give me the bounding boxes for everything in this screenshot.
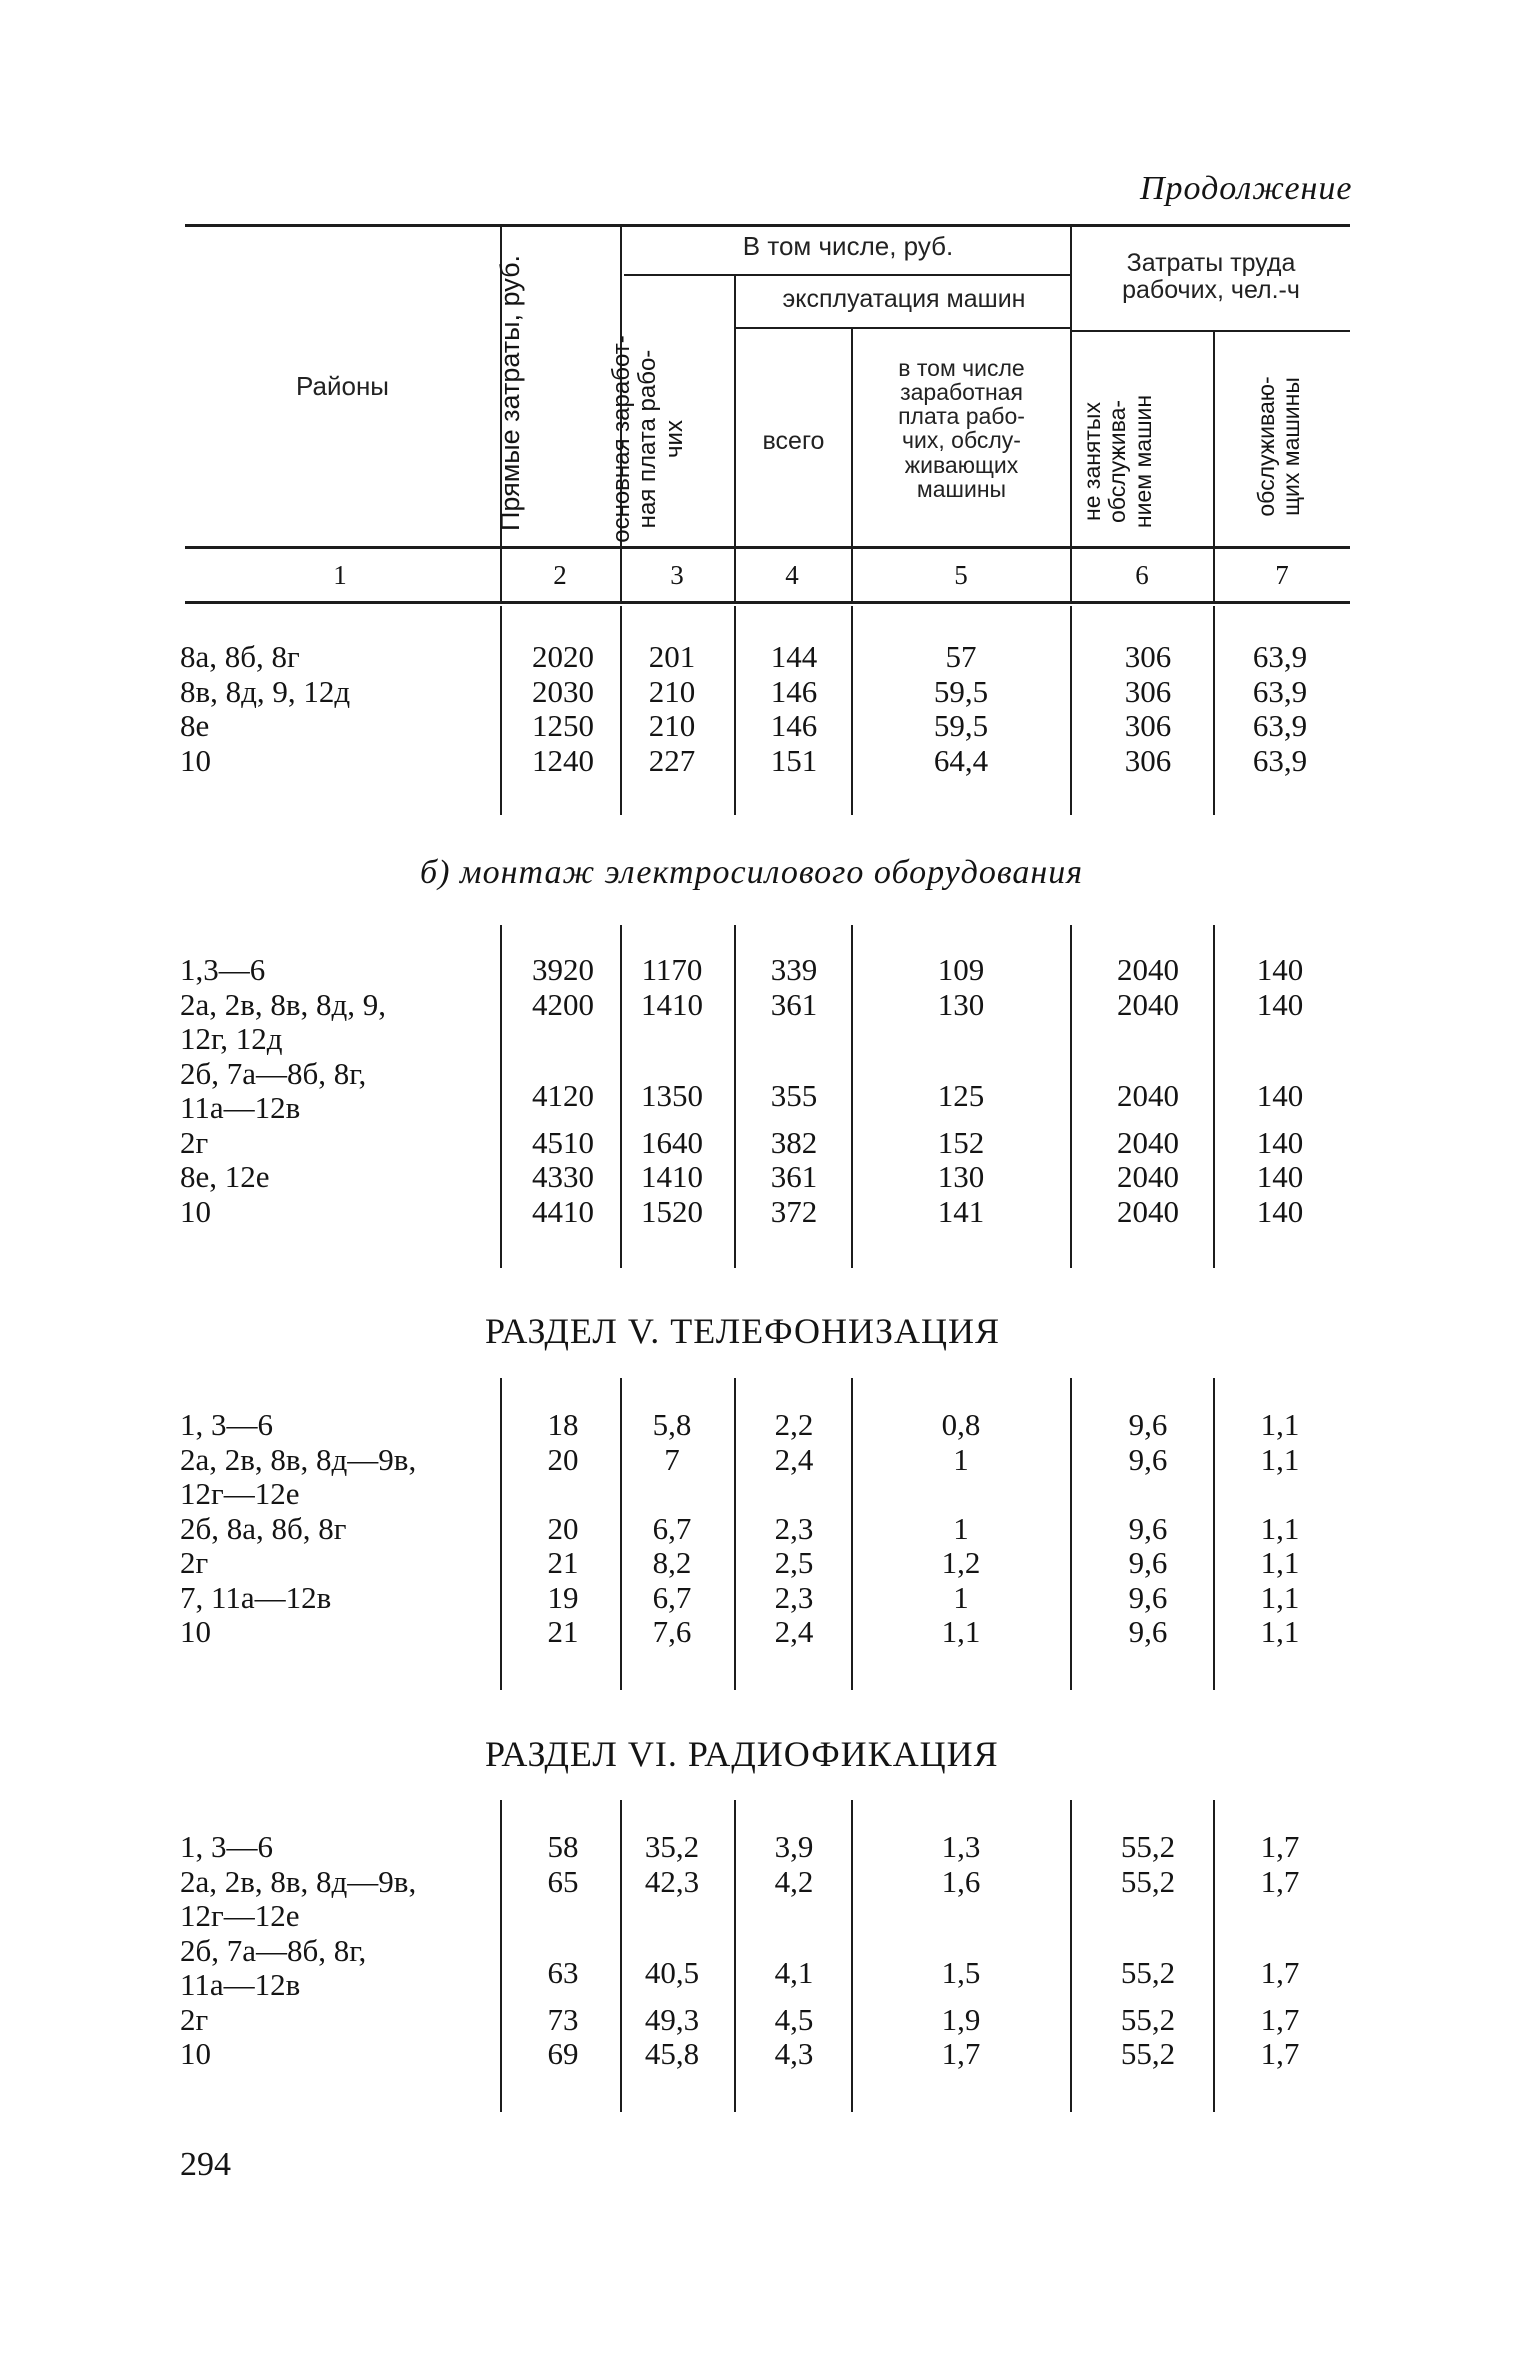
table-cell: 1,1 [1260,1545,1300,1580]
table-cell: 9,6 [1128,1545,1168,1580]
table-cell: 2020 [532,639,594,674]
table-cell: 9,6 [1128,1441,1168,1477]
page-number: 294 [180,2146,231,2183]
table-cell: 1240 [532,742,594,778]
section-title: РАЗДЕЛ VI. РАДИОФИКАЦИЯ [485,1734,999,1774]
table-cell: 3920 [532,952,594,987]
table-cell: 1,9 [941,2001,981,2037]
table-cell: 151 [770,742,818,778]
table-cell: 140 [1256,952,1304,987]
zatraty-underline [1072,330,1350,332]
table-cell: 63,9 [1252,742,1308,778]
table-cell: 306 [1124,742,1172,778]
table-cell: 1520 [641,1193,703,1229]
row-label: 10 [180,2036,211,2071]
table-cell: 1,1 [1260,1614,1300,1649]
row-label: 2б, 7а—8б, 8г, [180,1932,367,1968]
table-cell: 55,2 [1120,2001,1176,2037]
table-cell: 19 [547,1579,579,1615]
table-cell: 1,1 [941,1614,981,1649]
table-cell: 1,7 [1260,1863,1300,1899]
row-label: 2г [180,1545,209,1580]
table-cell: 55,2 [1120,1954,1176,1990]
table-cell: 210 [648,673,696,709]
table-cell: 40,5 [644,1954,700,1990]
table-cell: 2,4 [774,1441,814,1477]
table-cell: 2040 [1117,1077,1179,1113]
table-cell: 1,1 [1260,1441,1300,1477]
table-cell: 1640 [641,1124,703,1160]
table-cell: 2,2 [774,1407,814,1442]
table-cell: 140 [1256,1159,1304,1194]
table-cell: 4,5 [774,2001,814,2037]
table-cell: 130 [937,1159,985,1194]
row-label: 10 [180,742,211,778]
table-cell: 69 [547,2036,579,2071]
row-label: 12г—12е [180,1476,300,1511]
column-number: 2 [553,560,567,590]
table-cell: 130 [937,986,985,1022]
table-cell: 125 [937,1077,985,1113]
table-cell: 9,6 [1128,1407,1168,1442]
column-number: 3 [670,560,684,590]
table-cell: 9,6 [1128,1579,1168,1615]
row-label: 12г—12е [180,1898,300,1933]
table-cell: 9,6 [1128,1614,1168,1649]
ekspluataciya-header: эксплуатация машин [782,285,1026,313]
vtom-header: В том числе, руб. [742,231,954,261]
table-cell: 140 [1256,1077,1304,1113]
table-cell: 4,2 [774,1863,814,1899]
row-label: 1,3—6 [180,952,266,987]
table-cell: 1250 [532,708,594,743]
table-cell: 382 [770,1124,818,1160]
table-cell: 8,2 [652,1545,692,1580]
table-cell: 7 [664,1441,680,1477]
table-cell: 140 [1256,1124,1304,1160]
zatraty-header: Затраты труда рабочих, чел.-ч [1122,249,1300,304]
table-cell: 4200 [532,986,594,1022]
table-cell: 0,8 [941,1407,981,1442]
table-cell: 55,2 [1120,2036,1176,2071]
table-cell: 1350 [641,1077,703,1113]
table-cell: 1,1 [1260,1579,1300,1615]
table-cell: 227 [648,742,696,778]
row-label: 2а, 2в, 8в, 8д—9в, [180,1441,417,1477]
table-cell: 1,1 [1260,1510,1300,1546]
table-cell: 3,9 [774,1829,814,1864]
row-label: 1, 3—6 [180,1829,273,1864]
table-cell: 4120 [532,1077,594,1113]
row-label: 11а—12в [180,1967,301,2002]
table-cell: 6,7 [652,1579,692,1615]
row-label: 8е [180,708,210,743]
table-cell: 4410 [532,1193,594,1229]
table-cell: 64,4 [933,742,989,778]
table-cell: 1,5 [941,1954,981,1990]
table-cell: 20 [547,1510,579,1546]
table-cell: 57 [945,639,977,674]
table-cell: 4,3 [774,2036,814,2071]
osnovnaya-header: основная заработ- ная плата рабо- чих [608,335,688,543]
table-cell: 109 [937,952,985,987]
header-bottom-rule [185,546,1350,549]
column-number: 4 [785,560,799,590]
column-separator [1070,606,1072,815]
table-cell: 146 [770,673,818,709]
table-cell: 1,2 [941,1545,981,1580]
column-number: 1 [333,560,347,590]
table-top-rule [185,224,1350,227]
table-cell: 140 [1256,986,1304,1022]
table-cell: 1 [953,1510,969,1546]
table-cell: 59,5 [933,673,989,709]
column-separator [1070,1378,1072,1690]
table-cell: 49,3 [644,2001,700,2037]
table-cell: 1,7 [1260,1954,1300,1990]
row-label: 8в, 8д, 9, 12д [180,673,351,709]
table-cell: 4330 [532,1159,594,1194]
table-cell: 1,3 [941,1829,981,1864]
hdr-sep-6 [1213,332,1215,601]
table-cell: 45,8 [644,2036,700,2071]
table-cell: 141 [937,1193,985,1229]
table-cell: 2030 [532,673,594,709]
column-number: 7 [1275,560,1289,590]
continuation-label: Продолжение [1140,170,1353,207]
row-label: 1, 3—6 [180,1407,273,1442]
table-cell: 2040 [1117,952,1179,987]
table-cell: 201 [648,639,696,674]
row-label: 8е, 12е [180,1159,270,1194]
vsego-header: всего [762,427,825,455]
table-cell: 306 [1124,673,1172,709]
table-cell: 372 [770,1193,818,1229]
row-label: 7, 11а—12в [180,1579,332,1615]
table-cell: 355 [770,1077,818,1113]
table-cell: 9,6 [1128,1510,1168,1546]
table-cell: 58 [547,1829,579,1864]
table-cell: 1410 [641,1159,703,1194]
vtom-zp-header: в том числе заработная плата рабо- чих, обслу- живающих машины [898,355,1025,502]
section-title: РАЗДЕЛ V. ТЕЛЕФОНИЗАЦИЯ [485,1311,1001,1351]
table-cell: 1410 [641,986,703,1022]
column-number: 6 [1135,560,1149,590]
table-cell: 1,7 [1260,2001,1300,2037]
table-cell: 2,4 [774,1614,814,1649]
table-cell: 35,2 [644,1829,700,1864]
table-cell: 1,7 [941,2036,981,2071]
table-cell: 2040 [1117,1193,1179,1229]
table-cell: 146 [770,708,818,743]
table-cell: 65 [547,1863,579,1899]
table-cell: 63,9 [1252,639,1308,674]
row-label: 2б, 7а—8б, 8г, [180,1055,367,1091]
row-label: 11а—12в [180,1090,301,1125]
row-label: 2а, 2в, 8в, 8д—9в, [180,1863,417,1899]
table-cell: 2040 [1117,1124,1179,1160]
row-label: 12г, 12д [180,1021,283,1056]
table-cell: 144 [770,639,818,674]
row-label: 8а, 8б, 8г [180,639,300,674]
colnum-bottom-rule [185,601,1350,604]
table-cell: 20 [547,1441,579,1477]
table-cell: 1 [953,1579,969,1615]
table-cell: 2040 [1117,986,1179,1022]
table-cell: 361 [770,1159,818,1194]
table-cell: 1170 [641,952,703,987]
table-cell: 2040 [1117,1159,1179,1194]
table-cell: 63,9 [1252,708,1308,743]
table-cell: 6,7 [652,1510,692,1546]
row-label: 2а, 2в, 8в, 8д, 9, [180,986,387,1022]
table-cell: 152 [937,1124,985,1160]
table-cell: 1,1 [1260,1407,1300,1442]
table-cell: 2,3 [774,1510,814,1546]
table-cell: 18 [547,1407,579,1442]
column-separator [1070,925,1072,1268]
table-cell: 63,9 [1252,673,1308,709]
table-cell: 55,2 [1120,1863,1176,1899]
column-separator [1070,1800,1072,2112]
table-cell: 5,8 [652,1407,692,1442]
vtom-underline [624,274,1072,276]
row-label: 2б, 8а, 8б, 8г [180,1510,347,1546]
table-cell: 1,6 [941,1863,981,1899]
row-label: 2г [180,1124,209,1160]
row-label: 2г [180,2001,209,2037]
table-cell: 306 [1124,708,1172,743]
table-cell: 42,3 [644,1863,700,1899]
table-cell: 59,5 [933,708,989,743]
table-cell: 7,6 [652,1614,692,1649]
table-cell: 1,7 [1260,1829,1300,1864]
column-number: 5 [954,560,968,590]
table-cell: 210 [648,708,696,743]
pryamye-header: Прямые затраты, руб. [495,254,525,532]
table-cell: 339 [770,952,818,987]
ne-zanyatyh-header: не занятых обслужива- нием машин [1079,394,1156,529]
ekspl-underline [736,327,1072,329]
table-cell: 1 [953,1441,969,1477]
table-cell: 140 [1256,1193,1304,1229]
rayony-header: Районы [296,371,389,401]
row-label: 10 [180,1614,211,1649]
table-cell: 306 [1124,639,1172,674]
obsluzhivayu-header: обслуживаю- щих машины [1253,376,1305,517]
row-label: 10 [180,1193,211,1229]
table-cell: 4510 [532,1124,594,1160]
table-cell: 4,1 [774,1954,814,1990]
table-cell: 55,2 [1120,1829,1176,1864]
table-cell: 63 [547,1954,579,1990]
table-cell: 73 [547,2001,579,2037]
section-title: б) монтаж электросилового оборудования [420,854,1084,891]
table-cell: 361 [770,986,818,1022]
table-cell: 21 [547,1545,579,1580]
table-cell: 1,7 [1260,2036,1300,2071]
table-cell: 2,5 [774,1545,814,1580]
table-cell: 2,3 [774,1579,814,1615]
table-cell: 21 [547,1614,579,1649]
